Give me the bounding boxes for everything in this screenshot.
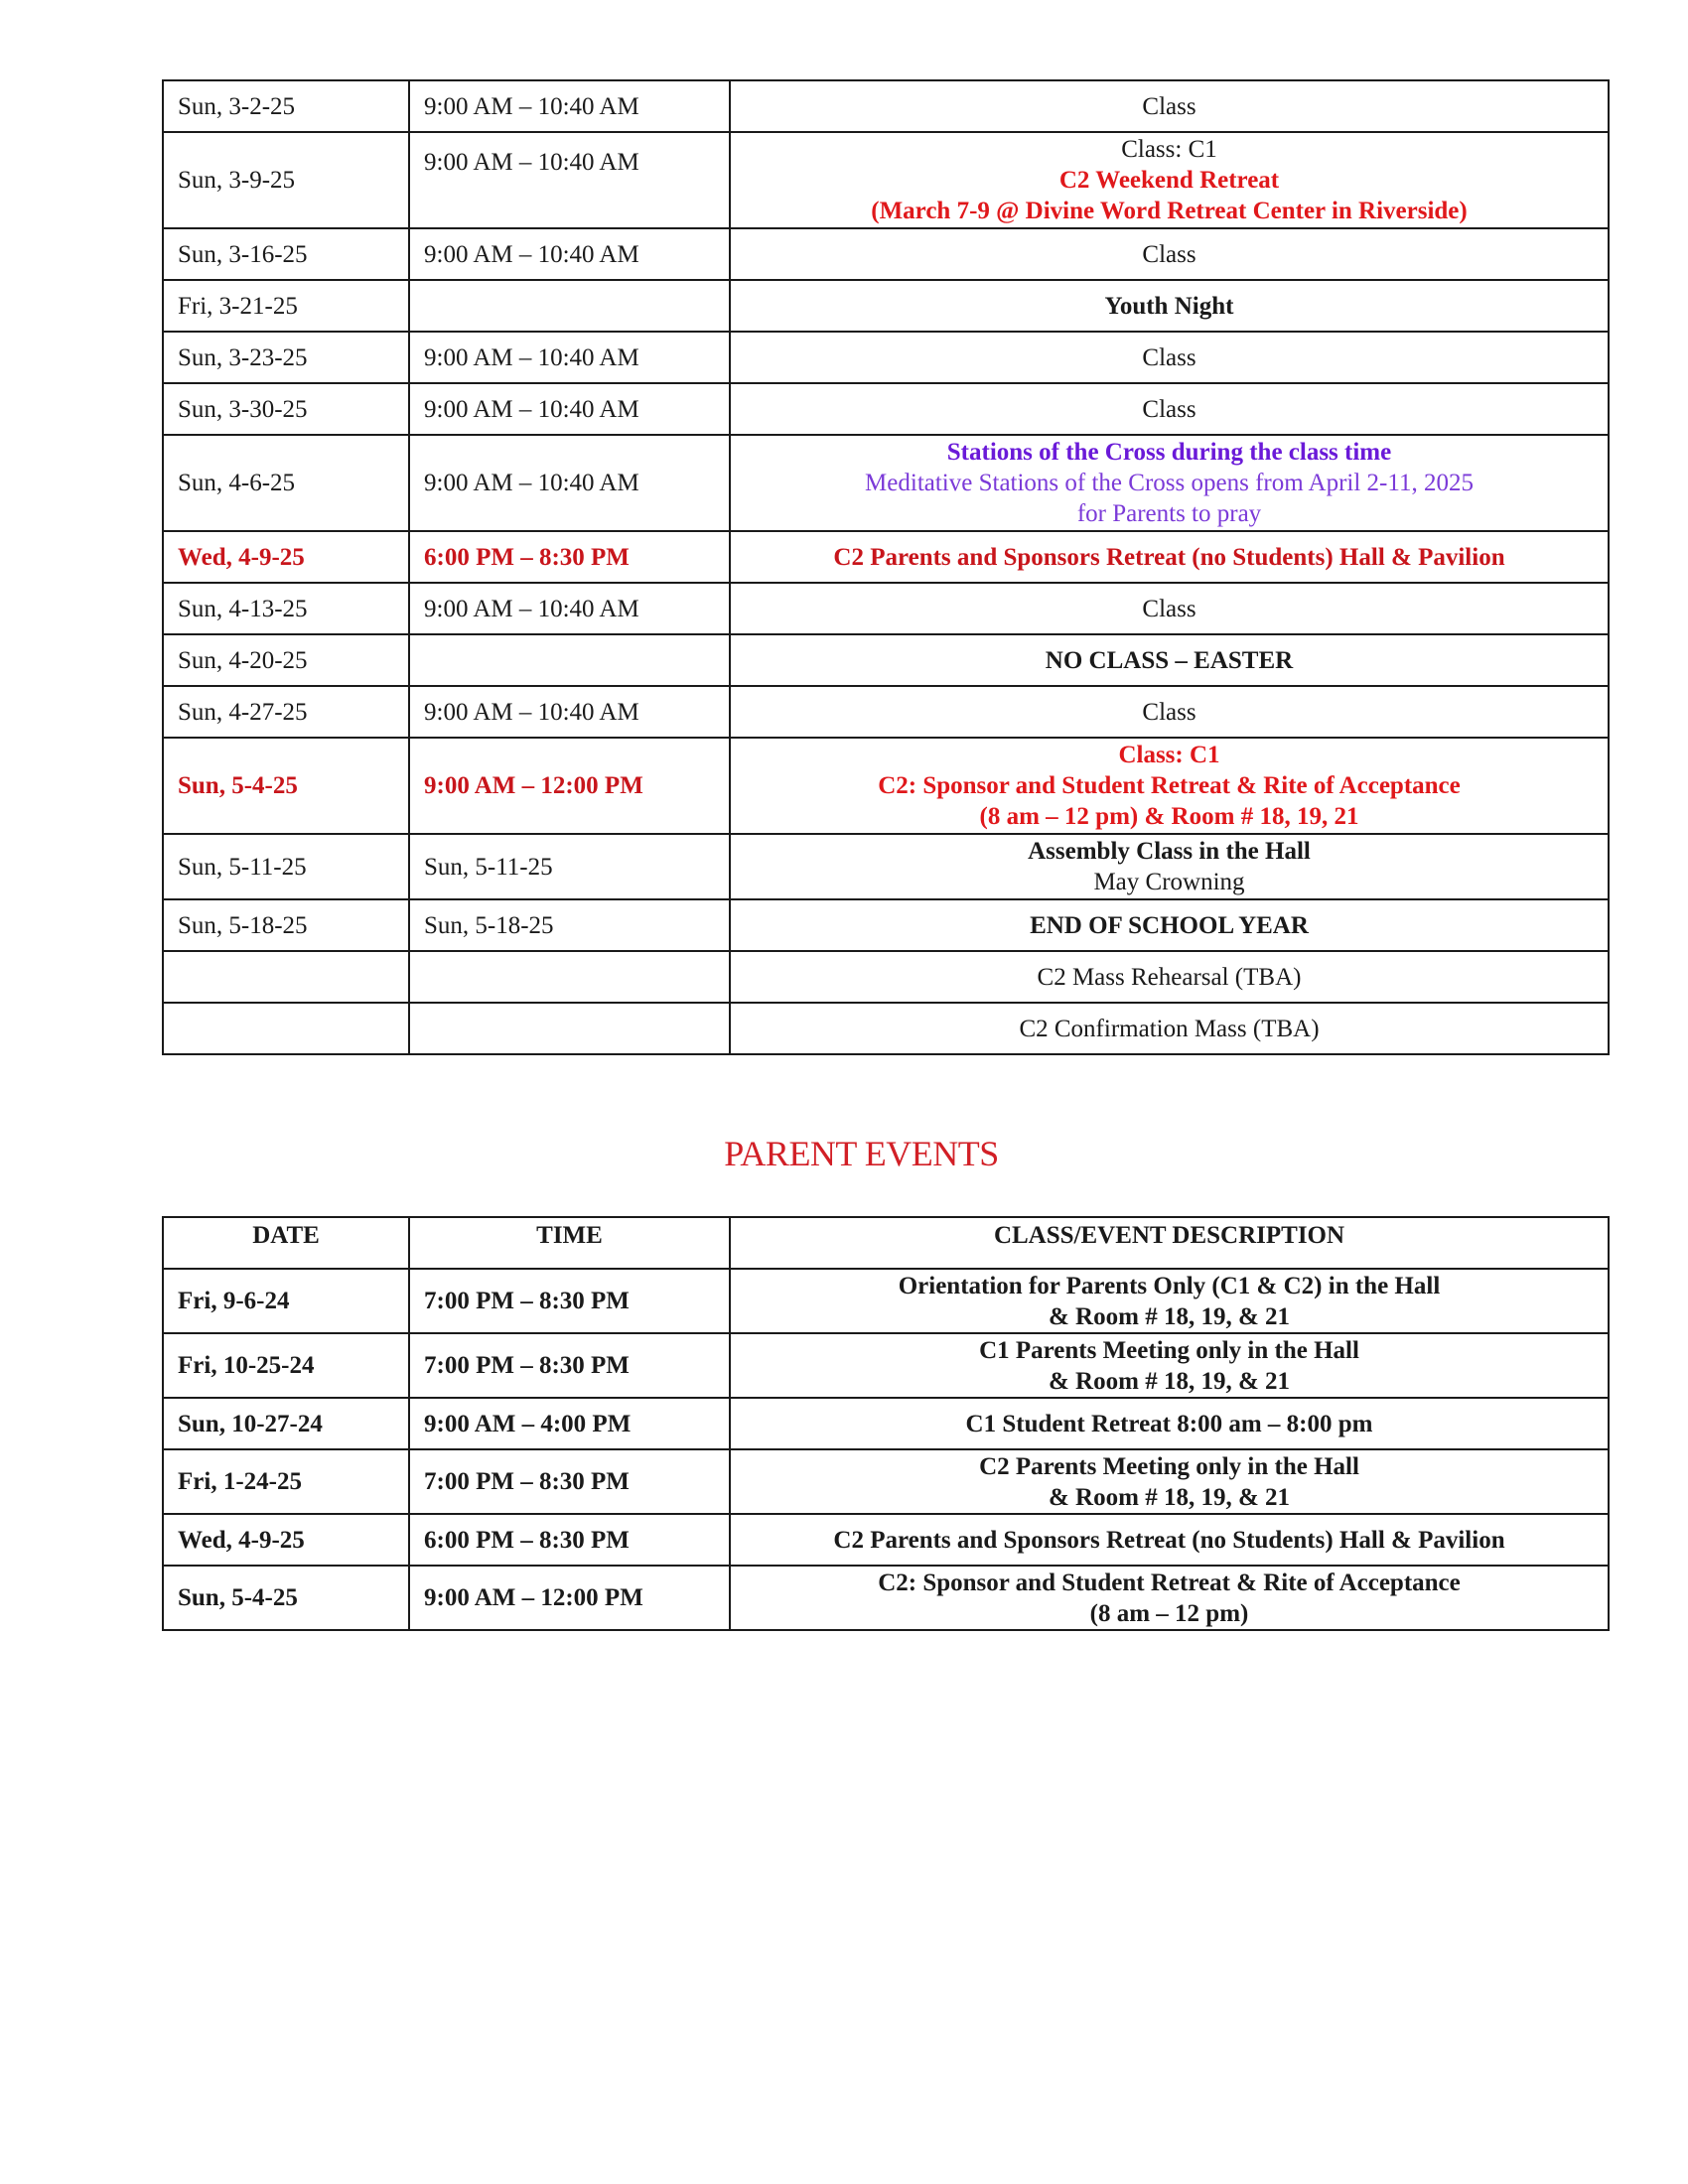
table-row: [163, 1398, 1609, 1449]
table-row: [163, 80, 1609, 132]
description-cell: [730, 383, 1609, 435]
table-row: [163, 1514, 1609, 1566]
description-line: C2 Mass Rehearsal (TBA): [1037, 963, 1302, 991]
table-row: [163, 435, 1609, 531]
description-cell: [730, 899, 1609, 951]
time-cell: 9:00 AM – 4:00 PM: [409, 1398, 730, 1449]
description-cell: [730, 1514, 1609, 1566]
table-row: [163, 383, 1609, 435]
description-line: & Room # 18, 19, & 21: [1048, 1367, 1291, 1395]
time-cell: 7:00 PM – 8:30 PM: [409, 1449, 730, 1514]
time-cell: 9:00 AM – 10:40 AM: [409, 583, 730, 634]
table-row: [163, 834, 1609, 899]
time-cell: 9:00 AM – 10:40 AM: [409, 228, 730, 280]
description-cell: [730, 531, 1609, 583]
time-cell: [409, 1003, 730, 1054]
time-cell: 9:00 AM – 12:00 PM: [409, 738, 730, 834]
date-cell: Wed, 4-9-25: [163, 1514, 409, 1566]
table-row: [163, 228, 1609, 280]
date-cell: Sun, 5-4-25: [163, 1566, 409, 1630]
description-line: Class: C1: [1118, 742, 1220, 768]
description-line: Class: [1142, 343, 1196, 371]
description-line: for Parents to pray: [1076, 500, 1262, 527]
date-cell: Fri, 3-21-25: [163, 280, 409, 332]
schedule-table: [162, 79, 1610, 1055]
date-cell: Sun, 4-13-25: [163, 583, 409, 634]
table-row: [163, 583, 1609, 634]
date-cell: Sun, 3-16-25: [163, 228, 409, 280]
description-cell: [730, 1269, 1609, 1333]
table-row: [163, 634, 1609, 686]
description-cell: [730, 1398, 1609, 1449]
date-cell: Sun, 3-30-25: [163, 383, 409, 435]
description-line: C1 Student Retreat 8:00 am – 8:00 pm: [965, 1410, 1373, 1437]
description-cell: [730, 132, 1609, 228]
description-line: C2 Parents and Sponsors Retreat (no Students) Hall & Pavilion: [833, 1526, 1505, 1554]
time-cell: 9:00 AM – 10:40 AM: [409, 332, 730, 383]
parent-events-title: PARENT EVENTS: [724, 1134, 999, 1173]
table-row: [163, 1003, 1609, 1054]
description-line: C2: Sponsor and Student Retreat & Rite of Acceptance: [878, 772, 1461, 799]
date-cell: Sun, 3-9-25: [163, 132, 409, 228]
time-cell: 9:00 AM – 10:40 AM: [409, 132, 730, 228]
description-line: (8 am – 12 pm) & Room # 18, 19, 21: [979, 803, 1359, 830]
date-cell: Sun, 3-2-25: [163, 80, 409, 132]
time-cell: 9:00 AM – 10:40 AM: [409, 686, 730, 738]
date-cell: Sun, 10-27-24: [163, 1398, 409, 1449]
description-cell: [730, 1003, 1609, 1054]
description-line: Class: C1: [1121, 136, 1217, 163]
description-cell: [730, 951, 1609, 1003]
date-cell: [163, 951, 409, 1003]
table-row: [163, 531, 1609, 583]
time-cell: 9:00 AM – 10:40 AM: [409, 435, 730, 531]
time-column-header: TIME: [409, 1217, 730, 1269]
table-row: [163, 738, 1609, 834]
description-cell: [730, 583, 1609, 634]
description-line: Orientation for Parents Only (C1 & C2) in the Hall: [898, 1272, 1441, 1299]
description-cell: [730, 435, 1609, 531]
description-line: NO CLASS – EASTER: [1045, 646, 1294, 674]
date-cell: Fri, 10-25-24: [163, 1333, 409, 1398]
description-line: Youth Night: [1104, 292, 1234, 320]
description-line: C1 Parents Meeting only in the Hall: [979, 1336, 1359, 1364]
time-cell: 9:00 AM – 12:00 PM: [409, 1566, 730, 1630]
description-line: Assembly Class in the Hall: [1028, 838, 1311, 865]
description-line: Class: [1142, 395, 1196, 423]
date-cell: Sun, 5-11-25: [163, 834, 409, 899]
time-cell: 6:00 PM – 8:30 PM: [409, 531, 730, 583]
table-row: [163, 132, 1609, 228]
table-row: [163, 686, 1609, 738]
description-line: May Crowning: [1093, 869, 1245, 895]
date-cell: Sun, 4-27-25: [163, 686, 409, 738]
time-cell: [409, 634, 730, 686]
time-cell: 7:00 PM – 8:30 PM: [409, 1269, 730, 1333]
date-cell: Sun, 4-20-25: [163, 634, 409, 686]
description-line: C2 Parents Meeting only in the Hall: [979, 1452, 1359, 1480]
time-cell: 7:00 PM – 8:30 PM: [409, 1333, 730, 1398]
date-cell: Fri, 9-6-24: [163, 1269, 409, 1333]
description-line: C2 Weekend Retreat: [1058, 167, 1280, 194]
table-row: [163, 1449, 1609, 1514]
description-line: (March 7-9 @ Divine Word Retreat Center in Riverside): [871, 198, 1468, 224]
date-cell: Sun, 4-6-25: [163, 435, 409, 531]
date-cell: [163, 1003, 409, 1054]
date-cell: Fri, 1-24-25: [163, 1449, 409, 1514]
description-line: Stations of the Cross during the class time: [946, 439, 1392, 466]
table-row: [163, 1333, 1609, 1398]
time-cell: [409, 280, 730, 332]
table-row: [163, 1566, 1609, 1630]
date-cell: Wed, 4-9-25: [163, 531, 409, 583]
description-line: C2: Sponsor and Student Retreat & Rite of Acceptance: [878, 1569, 1461, 1596]
description-line: Meditative Stations of the Cross opens from April 2-11, 2025: [865, 470, 1474, 496]
date-column-header: DATE: [163, 1217, 409, 1269]
description-cell: [730, 834, 1609, 899]
description-line: Class: [1142, 595, 1196, 622]
description-line: C2 Confirmation Mass (TBA): [1019, 1015, 1320, 1042]
description-cell: [730, 686, 1609, 738]
description-cell: [730, 1333, 1609, 1398]
table-row: [163, 951, 1609, 1003]
date-cell: Sun, 5-4-25: [163, 738, 409, 834]
description-line: Class: [1142, 240, 1196, 268]
description-cell: [730, 634, 1609, 686]
time-cell: 6:00 PM – 8:30 PM: [409, 1514, 730, 1566]
time-cell: Sun, 5-11-25: [409, 834, 730, 899]
description-cell: [730, 228, 1609, 280]
description-line: C2 Parents and Sponsors Retreat (no Students) Hall & Pavilion: [833, 543, 1505, 571]
description-line: (8 am – 12 pm): [1089, 1599, 1249, 1627]
description-column-header: CLASS/EVENT DESCRIPTION: [730, 1217, 1609, 1269]
description-line: & Room # 18, 19, & 21: [1048, 1302, 1291, 1330]
table-header-row: [163, 1217, 1609, 1269]
description-cell: [730, 280, 1609, 332]
description-cell: [730, 332, 1609, 383]
description-cell: [730, 738, 1609, 834]
description-cell: [730, 1449, 1609, 1514]
time-cell: [409, 951, 730, 1003]
description-cell: [730, 1566, 1609, 1630]
description-line: END OF SCHOOL YEAR: [1030, 911, 1309, 939]
description-line: Class: [1142, 698, 1196, 726]
time-cell: Sun, 5-18-25: [409, 899, 730, 951]
description-line: & Room # 18, 19, & 21: [1048, 1483, 1291, 1511]
table-row: [163, 280, 1609, 332]
table-row: [163, 1269, 1609, 1333]
table-row: [163, 899, 1609, 951]
description-cell: [730, 80, 1609, 132]
date-cell: Sun, 3-23-25: [163, 332, 409, 383]
date-cell: Sun, 5-18-25: [163, 899, 409, 951]
parent-events-table: [162, 1216, 1610, 1631]
description-line: Class: [1142, 92, 1196, 120]
time-cell: 9:00 AM – 10:40 AM: [409, 80, 730, 132]
table-row: [163, 332, 1609, 383]
time-cell: 9:00 AM – 10:40 AM: [409, 383, 730, 435]
